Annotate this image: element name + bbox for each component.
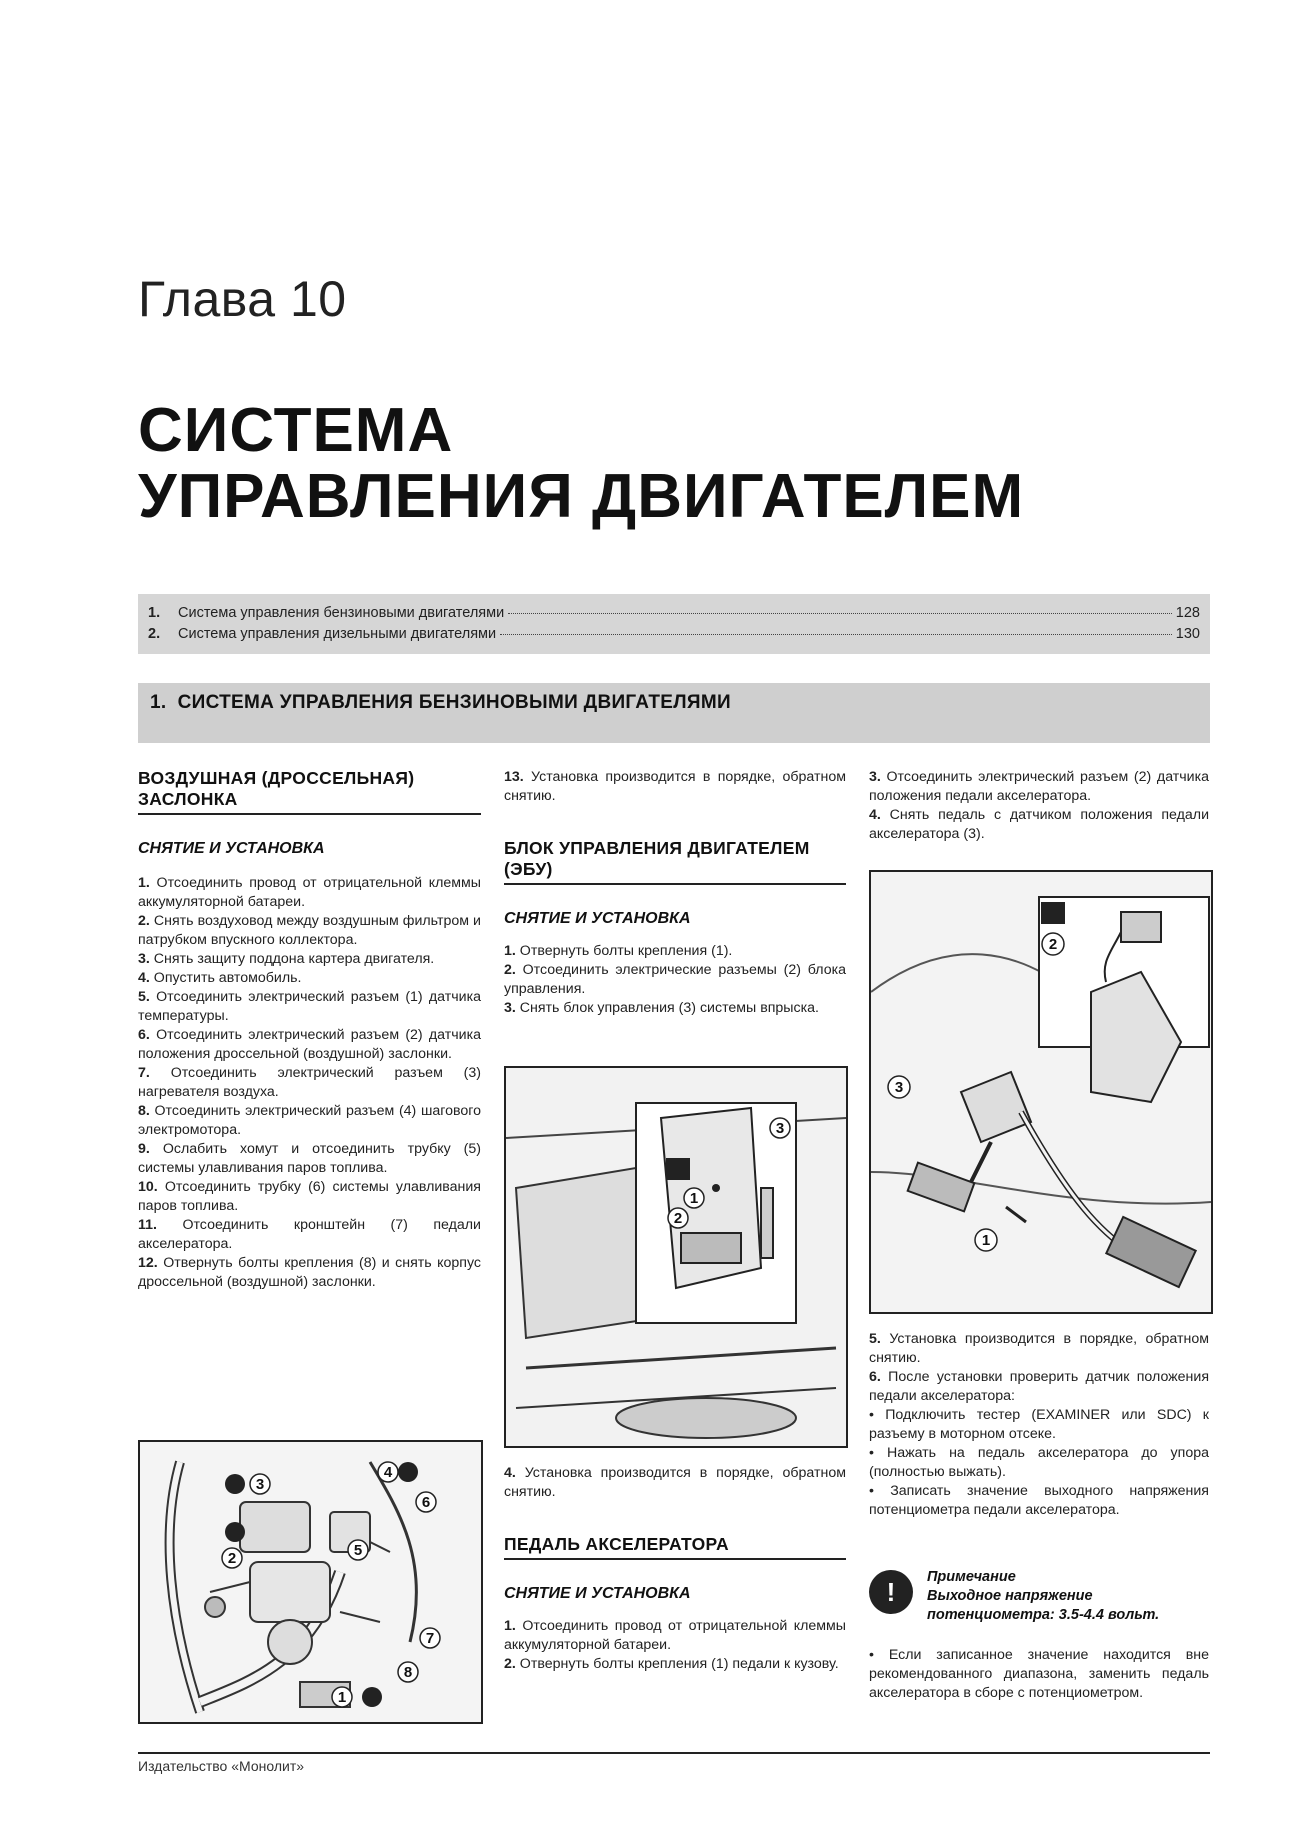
toc-leader	[500, 634, 1172, 635]
callout-label: 1	[981, 1232, 991, 1249]
callout-label: 7	[425, 1630, 435, 1647]
column-2	[504, 768, 846, 1018]
figure-pedal	[869, 870, 1213, 1314]
warning-icon	[666, 1158, 690, 1180]
heading-ecu: БЛОК УПРАВЛЕНИЯ ДВИГАТЕЛЕМ (ЭБУ)	[504, 838, 846, 885]
footer-divider	[138, 1752, 1210, 1754]
toc-leader	[508, 613, 1172, 614]
step: 2. Отсоединить электрические разъемы (2) блока управления.	[504, 962, 846, 997]
steps-list	[504, 1617, 846, 1674]
step: 3. Отсоединить электрический разъем (2) датчика положения педали акселератора.	[869, 769, 1209, 804]
warning-icon	[362, 1687, 382, 1707]
section-band	[138, 683, 1210, 743]
callout-label: 3	[255, 1476, 265, 1493]
pedal-illustration	[871, 872, 1211, 1312]
warning-icon	[398, 1462, 418, 1482]
callout-label: 8	[403, 1664, 413, 1681]
step: 4. Опустить автомобиль.	[138, 970, 302, 986]
step: 13. Установка производится в порядке, обратном снятию.	[504, 769, 846, 804]
chapter-title-line1: СИСТЕМА	[138, 396, 454, 465]
callout-label: 2	[1048, 936, 1058, 953]
subheading-removal: СНЯТИЕ И УСТАНОВКА	[138, 840, 325, 857]
callout-label: 6	[421, 1494, 431, 1511]
bullet: • Записать значение выходного напряжения потенциометра педали акселератора.	[869, 1483, 1209, 1518]
step: 8. Отсоединить электрический разъем (4) шагового электромотора.	[138, 1103, 481, 1138]
callout-label: 5	[353, 1542, 363, 1559]
note-text: Примечание Выходное напряжение потенциометра: 3.5-4.4 вольт.	[927, 1569, 1160, 1623]
section-title: 1. СИСТЕМА УПРАВЛЕНИЯ БЕНЗИНОВЫМИ ДВИГАТЕЛЯМИ	[150, 692, 731, 713]
step: 11. Отсоединить кронштейн (7) педали акселератора.	[138, 1217, 481, 1252]
callout-label: 1	[689, 1190, 699, 1207]
step: 4. Снять педаль с датчиком положения педали акселератора (3).	[869, 807, 1209, 842]
column-3	[869, 768, 1209, 844]
ecu-illustration	[506, 1068, 846, 1446]
callout-label: 4	[383, 1464, 393, 1481]
heading-throttle: ВОЗДУШНАЯ (ДРОССЕЛЬНАЯ) ЗАСЛОНКА	[138, 768, 481, 815]
step: 2. Снять воздуховод между воздушным фильтром и патрубком впускного коллектора.	[138, 913, 481, 948]
step: 2. Отвернуть болты крепления (1) педали к кузову.	[504, 1656, 839, 1672]
callout-label: 2	[673, 1210, 683, 1227]
callout-label: 1	[337, 1689, 347, 1706]
bullet: • Подключить тестер (EXAMINER или SDC) к разъему в моторном отсеке.	[869, 1407, 1209, 1442]
steps-list	[138, 874, 481, 1292]
warning-icon	[225, 1522, 245, 1542]
callout-label: 3	[894, 1079, 904, 1096]
column-2-lower	[504, 1464, 846, 1674]
callout-label: 2	[227, 1550, 237, 1567]
warning-icon	[1041, 902, 1065, 924]
step: 1. Отвернуть болты крепления (1).	[504, 943, 733, 959]
step: 6. Отсоединить электрический разъем (2) датчика положения дроссельной (воздушной) заслонки.	[138, 1027, 481, 1062]
toc-item[interactable]: 1. Система управления бензиновыми двигателями 128	[148, 605, 1200, 621]
step: 1. Отсоединить провод от отрицательной клеммы аккумуляторной батареи.	[504, 1618, 847, 1653]
subheading-removal: СНЯТИЕ И УСТАНОВКА	[504, 1585, 691, 1602]
step: 3. Снять защиту поддона картера двигателя.	[138, 951, 435, 967]
step: 9. Ослабить хомут и отсоединить трубку (5) системы улавливания паров топлива.	[138, 1141, 481, 1176]
note-box	[869, 1568, 1209, 1628]
column-3-lower	[869, 1330, 1209, 1520]
step: 10. Отсоединить трубку (6) системы улавливания паров топлива.	[138, 1179, 481, 1214]
throttle-illustration	[140, 1442, 481, 1722]
bullet: • Если записанное значение находится вне рекомендованного диапазона, заменить педаль акселератора в сборе с потенциометром.	[869, 1647, 1209, 1701]
subheading-removal: СНЯТИЕ И УСТАНОВКА	[504, 910, 691, 927]
footer-publisher: Издательство «Монолит»	[138, 1758, 305, 1774]
note-icon: !	[869, 1570, 913, 1614]
step: 5. Установка производится в порядке, обратном снятию.	[869, 1331, 1209, 1366]
chapter-title-line2: УПРАВЛЕНИЯ ДВИГАТЕЛЕМ	[138, 462, 1025, 531]
steps-list	[504, 942, 846, 1018]
step: 12. Отвернуть болты крепления (8) и снять корпус дроссельной (воздушной) заслонки.	[138, 1255, 481, 1290]
step: 3. Снять блок управления (3) системы впрыска.	[504, 1000, 819, 1016]
callout-label: 3	[775, 1120, 785, 1137]
step: 6. После установки проверить датчик положения педали акселератора:	[869, 1369, 1209, 1404]
chapter-title	[138, 398, 1024, 530]
warning-icon	[225, 1474, 245, 1494]
step: 7. Отсоединить электрический разъем (3) нагревателя воздуха.	[138, 1065, 481, 1100]
toc-item[interactable]: 2. Система управления дизельными двигателями 130	[148, 626, 1200, 642]
figure-throttle-body	[138, 1440, 483, 1724]
column-3-tail	[869, 1646, 1209, 1703]
bullet: • Нажать на педаль акселератора до упора (полностью выжать).	[869, 1445, 1209, 1480]
step: 4. Установка производится в порядке, обратном снятию.	[504, 1465, 846, 1500]
figure-ecu	[504, 1066, 848, 1448]
table-of-contents	[138, 594, 1210, 654]
chapter-label: Глава 10	[138, 271, 347, 327]
step: 5. Отсоединить электрический разъем (1) датчика температуры.	[138, 989, 481, 1024]
column-1	[138, 768, 481, 1292]
step: 1. Отсоединить провод от отрицательной клеммы аккумуляторной батареи.	[138, 875, 481, 910]
heading-pedal: ПЕДАЛЬ АКСЕЛЕРАТОРА	[504, 1534, 846, 1560]
